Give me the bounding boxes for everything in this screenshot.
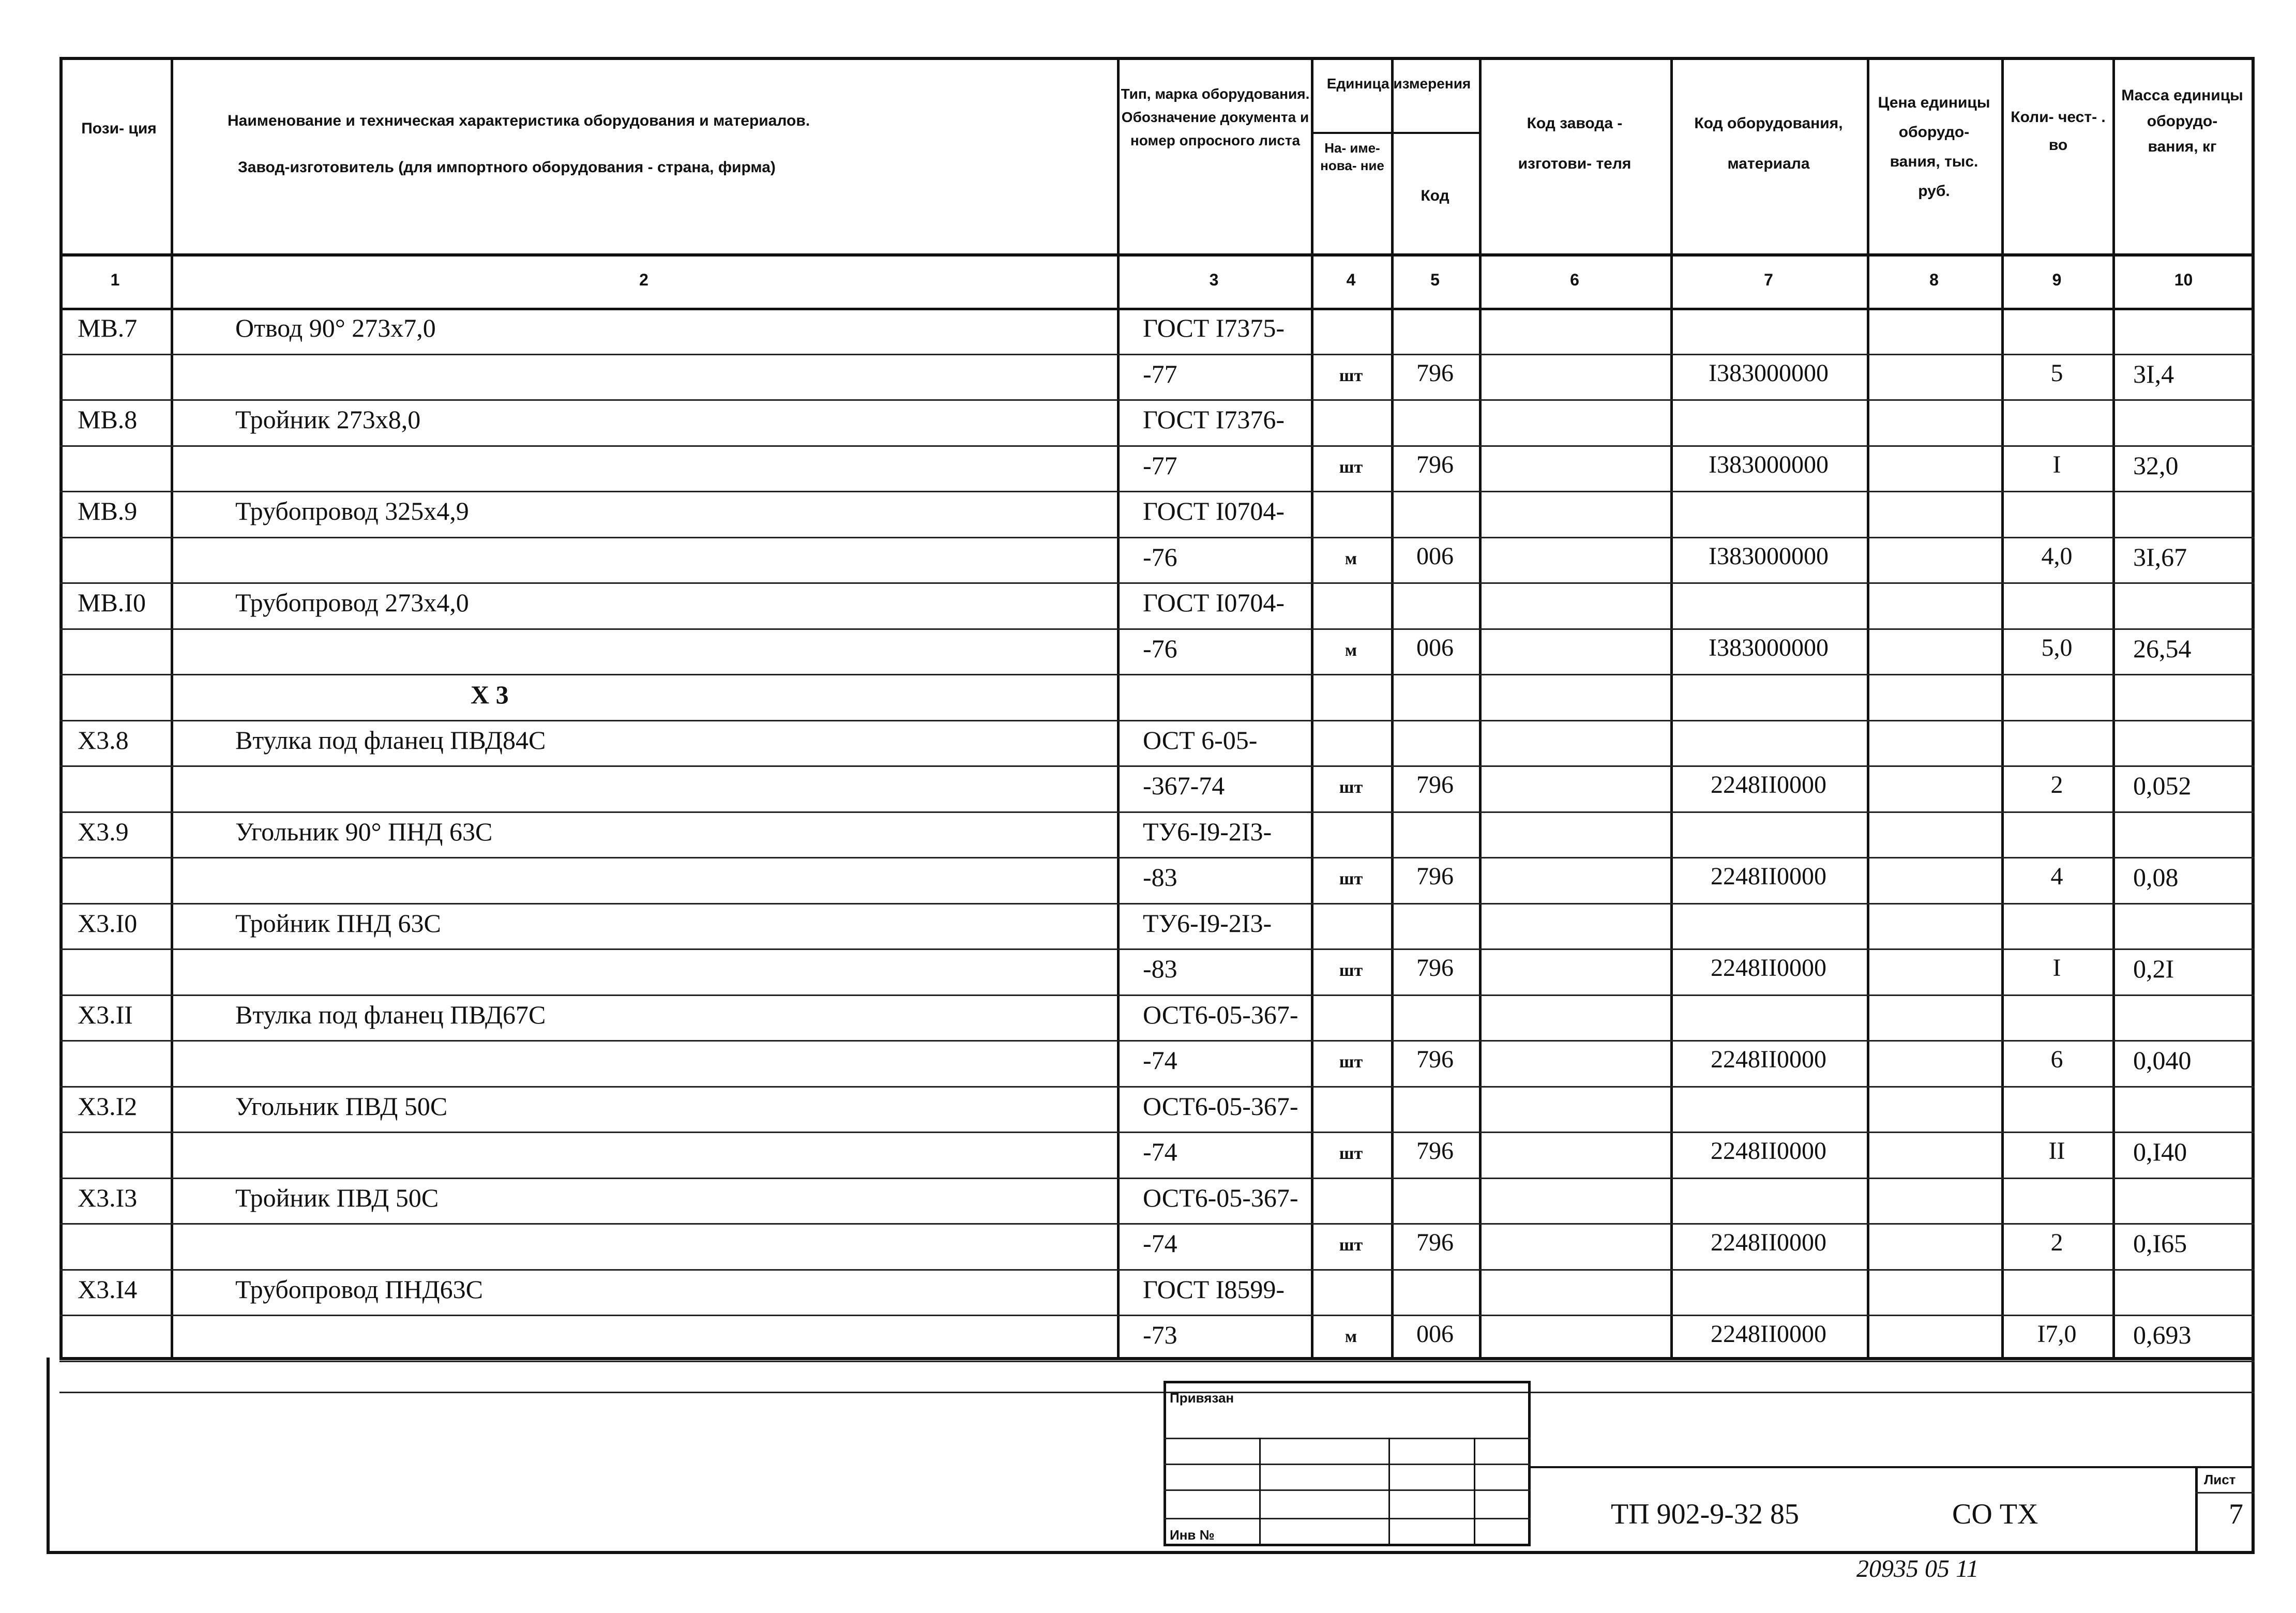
item-name-cell: Отвод 90° 273х7,0 [235, 313, 436, 342]
document-cell-line2: -77 [1143, 450, 1177, 480]
unit-name-cell: шт [1339, 1052, 1363, 1072]
material-code-cell: 2248II0000 [1711, 1137, 1826, 1165]
document-cell-line2: -74 [1143, 1046, 1177, 1075]
document-cell-line2: -76 [1143, 542, 1177, 571]
position-cell: МВ.7 [78, 313, 138, 342]
handwritten-archive-number: 20935 05 11 [1856, 1555, 1979, 1582]
document-cell-line2: -77 [1143, 359, 1177, 388]
item-name-cell: Трубопровод ПНД63С [235, 1274, 483, 1304]
document-cell-line2: -83 [1143, 954, 1177, 983]
quantity-cell: I [2052, 954, 2061, 982]
item-name-cell: Тройник 273х8,0 [235, 405, 421, 434]
material-code-cell: I383000000 [1709, 542, 1829, 570]
material-code-cell: I383000000 [1709, 359, 1829, 387]
document-cell-line1: ТУ6-I9-2I3- [1143, 817, 1272, 846]
column-number: 5 [1430, 270, 1440, 289]
item-name-cell: Втулка под фланец ПВД84С [235, 725, 546, 755]
column-numbers-bottom-line [59, 308, 2255, 310]
mass-cell: 0,040 [2133, 1046, 2192, 1075]
unit-name-cell: шт [1339, 457, 1363, 477]
unit-code-cell: 796 [1416, 1137, 1454, 1165]
column-divider [1311, 57, 1313, 1360]
unit-name-cell: шт [1339, 366, 1363, 385]
unit-name-cell: м [1345, 549, 1357, 568]
item-name-cell: Трубопровод 325х4,9 [235, 496, 469, 525]
column-divider [1670, 57, 1673, 1360]
document-cell-line2: -74 [1143, 1229, 1177, 1258]
quantity-cell: 2 [2050, 771, 2063, 798]
header-price: Цена единицы оборудо- вания, тыс. руб. [1878, 94, 1990, 200]
document-number: ТП 902-9-32 85 [1611, 1498, 1799, 1530]
column-number: 1 [110, 270, 120, 289]
quantity-cell: 6 [2050, 1046, 2063, 1073]
material-code-cell: I383000000 [1709, 634, 1829, 661]
item-name-cell: Трубопровод 273х4,0 [235, 588, 469, 617]
header-name-line1: Наименование и техническая характеристика оборудования и материалов. [228, 112, 810, 129]
mass-cell: 26,54 [2133, 634, 2192, 663]
mass-cell: 0,I40 [2133, 1137, 2187, 1166]
column-divider [2112, 57, 2115, 1360]
unit-code-cell: 796 [1416, 359, 1454, 387]
position-cell: Х3.I4 [78, 1274, 138, 1304]
material-code-cell: 2248II0000 [1711, 1320, 1826, 1348]
item-name-cell: Угольник 90° ПНД 63С [235, 817, 493, 846]
position-cell: МВ.8 [78, 405, 138, 434]
header-name-line2: Завод-изготовитель (для импортного оборудования - страна, фирма) [238, 159, 776, 176]
item-name-cell: Тройник ПНД 63С [235, 908, 441, 938]
document-cell-line2: -367-74 [1143, 771, 1225, 800]
mass-cell: 32,0 [2133, 450, 2179, 480]
sheet-number: 7 [2229, 1498, 2243, 1530]
document-cell-line1: ГОСТ I7376- [1143, 405, 1285, 434]
unit-code-cell: 796 [1416, 863, 1454, 890]
unit-name-cell: шт [1339, 778, 1363, 797]
material-code-cell: 2248II0000 [1711, 1229, 1826, 1256]
column-number: 9 [2052, 270, 2062, 289]
column-divider [171, 57, 173, 1360]
item-name-cell: Тройник ПВД 50С [235, 1183, 439, 1212]
inventory-number-label: Инв № [1170, 1527, 1215, 1543]
unit-name-cell: шт [1339, 1144, 1363, 1163]
column-number: 10 [2174, 270, 2193, 289]
header-quantity: Коли- чест- . во [2011, 109, 2106, 154]
header-mass: Масса единицы оборудо- вания, кг [2121, 87, 2243, 155]
quantity-cell: 4 [2050, 863, 2063, 890]
column-number: 3 [1209, 270, 1219, 289]
position-cell: Х3.I3 [78, 1183, 138, 1212]
quantity-cell: 2 [2050, 1229, 2063, 1256]
mass-cell: 0,052 [2133, 771, 2192, 800]
document-cell-line1: ГОСТ I7375- [1143, 313, 1285, 342]
document-cell-line1: ГОСТ I8599- [1143, 1274, 1285, 1304]
unit-name-cell: шт [1339, 869, 1363, 888]
document-cell-line1: ГОСТ I0704- [1143, 588, 1285, 617]
material-code-cell: 2248II0000 [1711, 771, 1826, 798]
document-cell-line1: ГОСТ I0704- [1143, 496, 1285, 525]
header-unit-name: На- име- нова- ние [1320, 140, 1384, 173]
unit-code-cell: 006 [1416, 542, 1454, 570]
document-cell-line2: -83 [1143, 863, 1177, 892]
unit-code-cell: 006 [1416, 1320, 1454, 1348]
column-number: 6 [1570, 270, 1579, 289]
mass-cell: 0,08 [2133, 863, 2179, 892]
document-suffix: СО ТХ [1952, 1498, 2038, 1530]
column-divider [1391, 57, 1394, 1360]
position-cell: МВ.9 [78, 496, 138, 525]
position-cell: Х3.II [78, 1000, 133, 1029]
document-cell-line2: -74 [1143, 1137, 1177, 1166]
header-material-code: Код оборудования, материала [1694, 115, 1843, 172]
position-cell: Х3.I2 [78, 1091, 138, 1121]
unit-header-split [1311, 132, 1479, 134]
unit-code-cell: 796 [1416, 1046, 1454, 1073]
mass-cell: 3I,4 [2133, 359, 2174, 388]
header-unit-group: Единица измерения [1326, 76, 1471, 92]
position-cell: Х3.I0 [78, 908, 138, 938]
section-heading: Х 3 [471, 680, 509, 709]
unit-code-cell: 796 [1416, 954, 1454, 982]
position-cell: Х3.8 [78, 725, 129, 755]
document-cell-line1: ОСТ6-05-367- [1143, 1091, 1298, 1121]
unit-code-cell: 006 [1416, 634, 1454, 661]
document-cell-line1: ОСТ 6-05- [1143, 725, 1258, 755]
quantity-cell: 5 [2050, 359, 2063, 387]
item-name-cell: Угольник ПВД 50С [235, 1091, 448, 1121]
column-divider [1867, 57, 1869, 1360]
item-name-cell: Втулка под фланец ПВД67С [235, 1000, 546, 1029]
mass-cell: 0,I65 [2133, 1229, 2187, 1258]
unit-code-cell: 796 [1416, 1229, 1454, 1256]
mass-cell: 0,2I [2133, 954, 2174, 983]
column-number: 4 [1346, 270, 1356, 289]
unit-code-cell: 796 [1416, 771, 1454, 798]
column-number: 7 [1764, 270, 1773, 289]
header-bottom-line [59, 253, 2255, 257]
bottom-frame [47, 1358, 2255, 1554]
quantity-cell: 5,0 [2041, 634, 2073, 661]
mass-cell: 3I,67 [2133, 542, 2187, 571]
position-cell: Х3.9 [78, 817, 129, 846]
unit-name-cell: шт [1339, 961, 1363, 980]
column-divider [1479, 57, 1482, 1360]
material-code-cell: 2248II0000 [1711, 863, 1826, 890]
header-position: Пози- ция [81, 120, 157, 137]
quantity-cell: I7,0 [2037, 1320, 2077, 1348]
position-cell: МВ.I0 [78, 588, 146, 617]
sheet-label: Лист [2204, 1472, 2236, 1487]
header-type: Тип, марка оборудования. Обозначение документа и номер опросного листа [1121, 86, 1310, 148]
material-code-cell: I383000000 [1709, 450, 1829, 478]
quantity-cell: 4,0 [2041, 542, 2073, 570]
document-cell-line1: ОСТ6-05-367- [1143, 1000, 1298, 1029]
unit-name-cell: м [1345, 640, 1357, 660]
document-cell-line2: -73 [1143, 1320, 1177, 1349]
quantity-cell: I [2052, 450, 2061, 478]
material-code-cell: 2248II0000 [1711, 954, 1826, 982]
unit-name-cell: м [1345, 1327, 1357, 1346]
document-cell-line2: -76 [1143, 634, 1177, 663]
unit-code-cell: 796 [1416, 450, 1454, 478]
quantity-cell: II [2048, 1137, 2065, 1165]
document-cell-line1: ОСТ6-05-367- [1143, 1183, 1298, 1212]
column-divider [1117, 57, 1120, 1360]
column-number: 8 [1929, 270, 1939, 289]
mass-cell: 0,693 [2133, 1320, 2192, 1349]
document-cell-line1: ТУ6-I9-2I3- [1143, 908, 1272, 938]
header-factory-code: Код завода - изготови- теля [1518, 115, 1632, 172]
material-code-cell: 2248II0000 [1711, 1046, 1826, 1073]
column-number: 2 [639, 270, 648, 289]
column-divider [2001, 57, 2004, 1360]
header-unit-code: Код [1421, 187, 1449, 204]
unit-name-cell: шт [1339, 1235, 1363, 1255]
privyazan-label: Привязан [1170, 1390, 1234, 1406]
